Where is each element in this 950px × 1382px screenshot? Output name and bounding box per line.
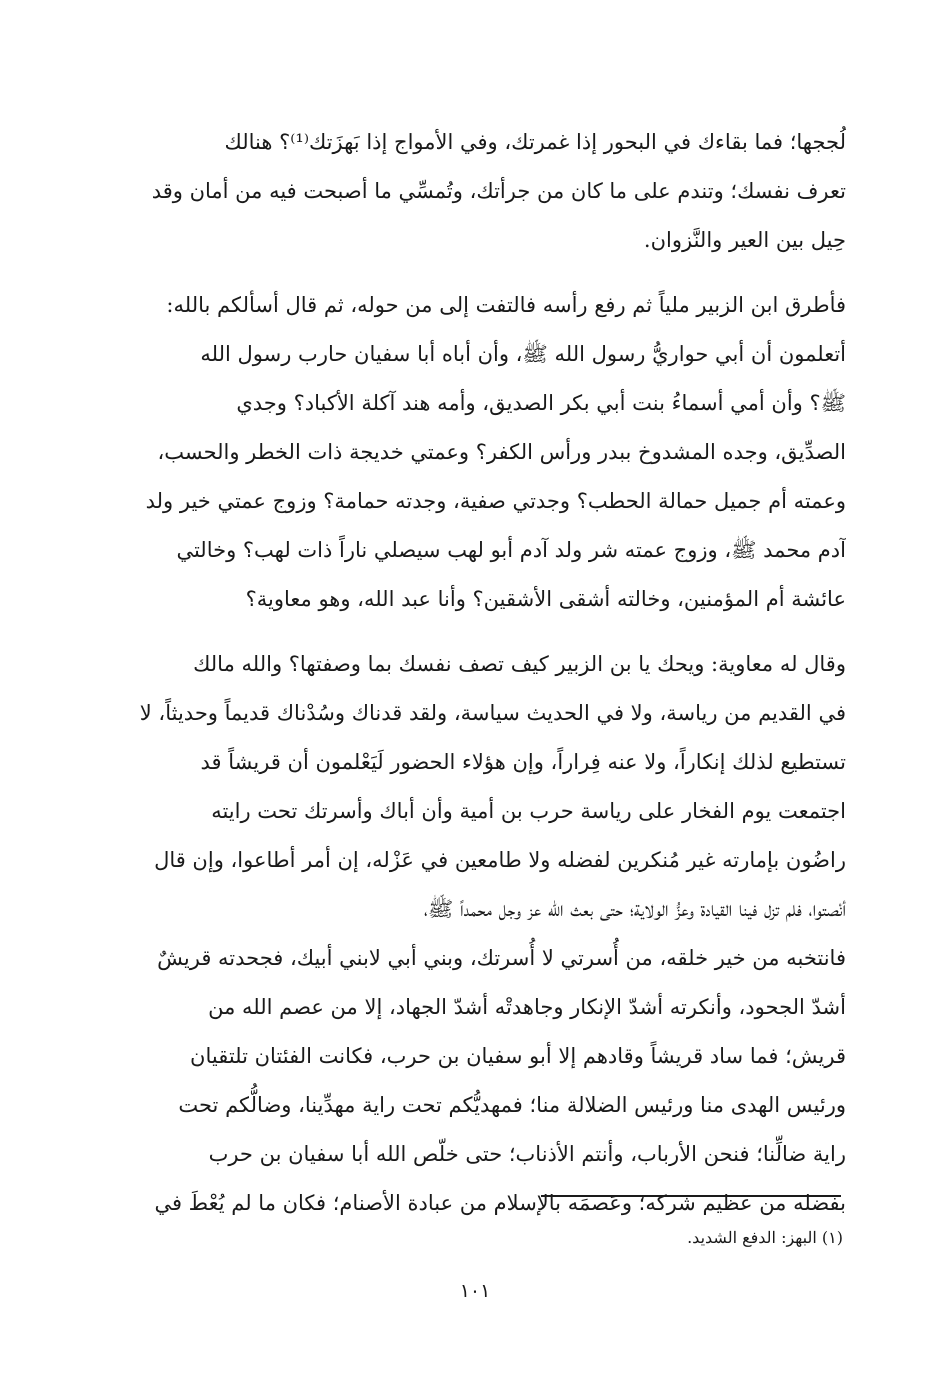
text-line: قريش؛ فما ساد قريشاً وقادهم إلا أبو سفيان بن حرب، فكانت الفئتان تلتقيان	[190, 1044, 846, 1068]
paragraph-3	[80, 640, 846, 1228]
footnote-separator	[541, 1195, 841, 1197]
paragraph-1	[80, 118, 846, 265]
text-line: حِيل بين العير والنَّزوان.	[643, 228, 846, 252]
text-line: لُججها؛ فما بقاءك في البحور إذا غمرتك، وفي الأمواج إذا بَهزَتك⁽¹⁾؟ هنالك	[224, 130, 846, 154]
text-line: تستطيع لذلك إنكاراً، ولا عنه فِراراً، وإن هؤلاء الحضور لَيَعْلمون أن قريشاً قد	[200, 750, 846, 774]
text-line: عائشة أم المؤمنين، وخالته أشقى الأشقين؟ وأنا عبد الله، وهو معاوية؟	[245, 587, 846, 611]
text-line: راية ضالِّنا؛ فنحن الأرباب، وأنتم الأذناب؛ حتى خلّص الله أبا سفيان بن حرب	[208, 1142, 846, 1166]
text-line: فأطرق ابن الزبير ملياً ثم رفع رأسه فالتفت إلى من حوله، ثم قال أسألكم بالله:	[166, 293, 846, 317]
text-line: اجتمعت يوم الفخار على رياسة حرب بن أمية وأن أباك وأسرتك تحت رايته	[211, 799, 846, 823]
text-line: ﷺ؟ وأن أمي أسماءُ بنت أبي بكر الصديق، وأمه هند آكلة الأكباد؟ وجدي	[236, 391, 846, 415]
footnote: (١) البهز: الدفع الشديد.	[687, 1228, 843, 1247]
text-line: وعمته أم جميل حمالة الحطب؟ وجدتي صفية، وجدته حمامة؟ وزوج عمتي خير ولد	[145, 489, 846, 513]
text-line: بفضله من عظيم شركه؛ وعَصمَه بالإسلام من عبادة الأصنام؛ فكان ما لم يُعْطَ في	[154, 1191, 846, 1215]
text-line: في القديم من رياسة، ولا في الحديث سياسة، ولقد قدناك وسُدْناك قديماً وحديثاً، لا	[139, 701, 846, 725]
text-line: ورئيس الهدى منا ورئيس الضلالة منا؛ فمهديُّكم تحت راية مهدِّينا، وضالُّكم تحت	[178, 1093, 846, 1117]
page-body	[80, 118, 846, 1228]
text-line: فانتخبه من خير خلقه، من أُسرتي لا أُسرتك، وبني أبي لابني أبيك، فجحدته قريشٌ	[157, 946, 846, 970]
text-line: أنْصتوا، فلم تزل فينا القيادة وعزُّ الولاية؛ حتى بعث الله عز وجل محمداً ﷺ،	[423, 897, 846, 921]
text-line: تعرف نفسك؛ وتندم على ما كان من جرأتك، وتُمسِّي ما أصبحت فيه من أمان وقد	[151, 179, 846, 203]
text-line: أشدّ الجحود، وأنكرته أشدّ الإنكار وجاهدتْه أشدّ الجهاد، إلا من عصم الله من	[208, 995, 846, 1019]
text-line: أتعلمون أن أبي حواريُّ رسول الله ﷺ، وأن أباه أبا سفيان حارب رسول الله	[200, 342, 846, 366]
paragraph-2	[80, 281, 846, 624]
text-line: وقال له معاوية: ويحك يا بن الزبير كيف تصف نفسك بما وصفتها؟ والله مالك	[193, 652, 846, 676]
page-number: ١٠١	[459, 1280, 491, 1302]
text-line: راضُون بإمارته غير مُنكرين لفضله ولا طامعين في عَزْله، إن أمر أطاعوا، وإن قال	[154, 848, 846, 872]
text-line: آدم محمد ﷺ، وزوج عمته شر ولد آدم أبو لهب سيصلي ناراً ذات لهب؟ وخالتي	[176, 538, 846, 562]
text-line: الصدِّيق، وجده المشدوخ ببدر ورأس الكفر؟ وعمتي خديجة ذات الخطر والحسب،	[157, 440, 846, 464]
